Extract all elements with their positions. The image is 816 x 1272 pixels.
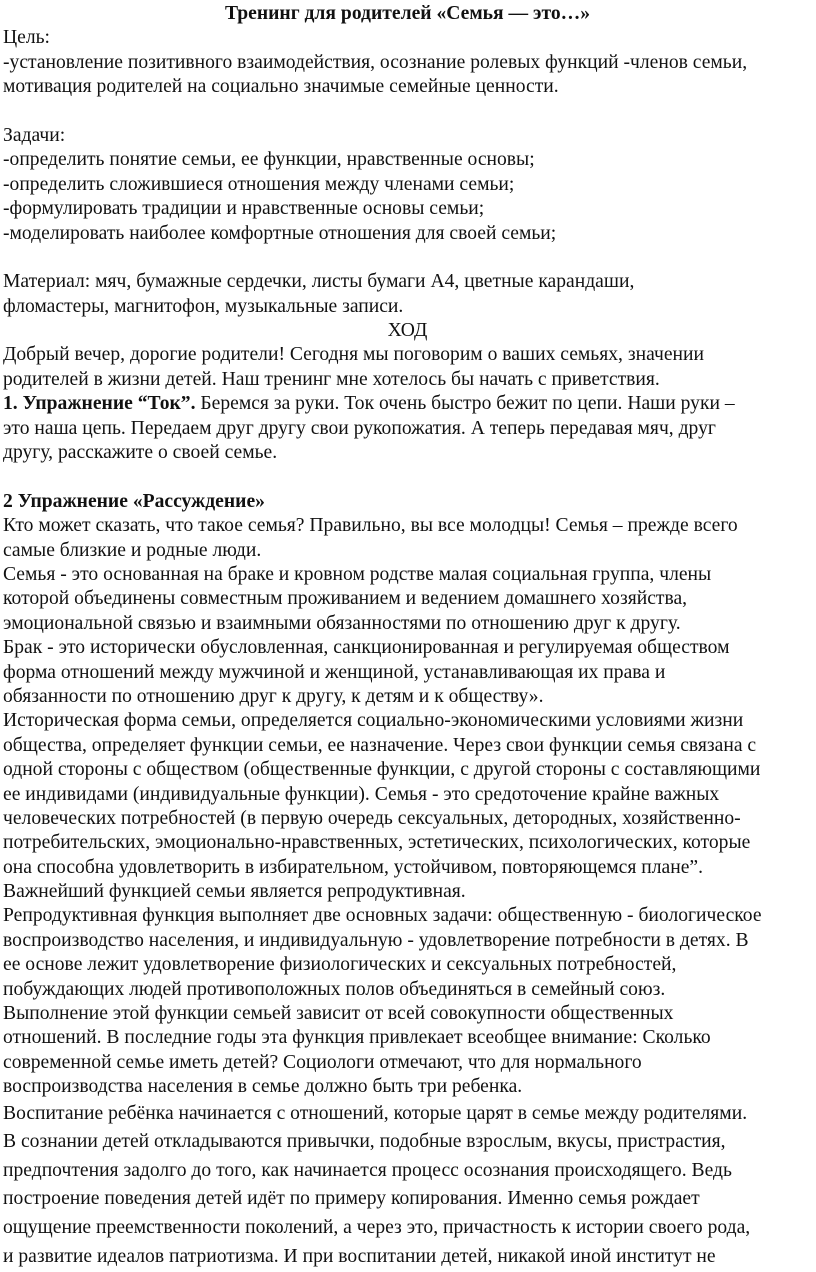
tasks-list xyxy=(3,148,812,246)
task-item: -определить сложившиеся отношения между членами семьи; xyxy=(3,173,515,195)
goal-line: -установление позитивного взаимодействия, осознание ролевых функций -членов семьи, xyxy=(3,51,748,73)
goal-line: мотивация родителей на социально значимые семейные ценности. xyxy=(3,76,559,98)
exercise2-line: побуждающих людей противоположных полов объединяться в семейный союз. xyxy=(3,978,666,1000)
document-title: Тренинг для родителей «Семья — это…» xyxy=(224,3,591,24)
task-item: -моделировать наиболее комфортные отношения для своей семьи; xyxy=(3,222,557,244)
upbringing-line: ощущение преемственности поколений, а через это, причастность к истории своего рода, xyxy=(3,1216,751,1238)
upbringing-line: Воспитание ребёнка начинается с отношений, которые царят в семье между родителями. xyxy=(3,1102,748,1124)
exercise1-line: другу, расскажите о своей семье. xyxy=(3,442,278,464)
task-item: -определить понятие семьи, ее функции, нравственные основы; xyxy=(3,149,535,171)
goal-heading: Цель: xyxy=(3,27,51,49)
exercise2-line: отношений. В последние годы эта функция привлекает всеобщее внимание: Сколько xyxy=(3,1027,711,1049)
goal-text xyxy=(3,51,812,100)
exercise2-line: Репродуктивная функция выполняет две основных задачи: общественную - биологическое xyxy=(3,905,762,927)
exercise2-line: она способна удовлетворить в избирательном, устойчивом, повторяющемся плане”. xyxy=(3,856,704,878)
exercise2-line: Семья - это основанная на браке и кровном родстве малая социальная группа, члены xyxy=(3,563,712,585)
upbringing-line: В сознании детей откладываются привычки, подобные взрослым, вкусы, пристрастия, xyxy=(3,1131,726,1153)
exercise2-line: ее основе лежит удовлетворение физиологических и сексуальных потребностей, xyxy=(3,954,677,976)
exercise2-line: Историческая форма семьи, определяется социально-экономическими условиями жизни xyxy=(3,710,744,732)
exercise2-body xyxy=(3,514,812,1099)
exercise2-line: ее индивидами (индивидуальные функции). Семья - это средоточение крайне важных xyxy=(3,783,720,805)
material-line: фломастеры, магнитофон, музыкальные записи. xyxy=(3,295,404,317)
exercise2-line: Брак - это исторически обусловленная, санкционированная и регулируемая обществом xyxy=(3,637,730,659)
upbringing-line: и развитие идеалов патриотизма. И при воспитании детей, никакой иной институт не xyxy=(3,1245,716,1267)
exercise2-line: воспроизводство населения, и индивидуальную - удовлетворение потребности в детях. В xyxy=(3,929,749,951)
intro-line: Добрый вечер, дорогие родители! Сегодня мы поговорим о ваших семьях, значении xyxy=(3,344,704,366)
exercise1-paragraph xyxy=(3,392,812,465)
exercise1-heading: 1. Упражнение “Ток”. xyxy=(3,393,196,415)
procedure-heading: ХОД xyxy=(387,320,428,342)
spacer xyxy=(3,246,812,270)
upbringing-line: построение поведения детей идёт по примеру копирования. Именно семья рождает xyxy=(3,1188,700,1210)
exercise2-line: эмоциональной связью и взаимными обязанностями по отношению друг к другу. xyxy=(3,612,681,634)
intro-line: родителей в жизни детей. Наш тренинг мне хотелось бы начать с приветствия. xyxy=(3,368,660,390)
exercise2-line: самые близкие и родные люди. xyxy=(3,539,262,561)
spacer xyxy=(3,465,812,489)
task-item: -формулировать традиции и нравственные основы семьи; xyxy=(3,198,485,220)
exercise2-line: обязанности по отношению друг к другу, к детям и к обществу». xyxy=(3,685,544,707)
exercise2-line: современной семье иметь детей? Социологи отмечают, что для нормального xyxy=(3,1051,642,1073)
intro-paragraph xyxy=(3,343,812,392)
exercise2-heading: 2 Упражнение «Рассуждение» xyxy=(3,490,265,512)
tasks-heading: Задачи: xyxy=(3,124,66,146)
upbringing-line: предпочтения задолго до того, как начинается процесс осознания происходящего. Ведь xyxy=(3,1159,732,1181)
upbringing-paragraph xyxy=(3,1100,812,1272)
exercise2-line: одной стороны с обществом (общественные функции, с другой стороны с составляющими xyxy=(3,759,761,781)
exercise2-line: воспроизводства населения в семье должно быть три ребенка. xyxy=(3,1076,523,1098)
spacer xyxy=(3,100,812,124)
material-paragraph xyxy=(3,270,812,319)
exercise2-line: которой объединены совместным проживанием и ведением домашнего хозяйства, xyxy=(3,588,688,610)
exercise1-line: это наша цепь. Передаем друг другу свои рукопожатия. А теперь передавая мяч, друг xyxy=(3,417,716,439)
exercise2-line: Кто может сказать, что такое семья? Правильно, вы все молодцы! Семья – прежде всего xyxy=(3,515,738,537)
exercise2-line: Важнейший функцией семьи является репродуктивная. xyxy=(3,881,466,903)
exercise1-text: Беремся за руки. Ток очень быстро бежит по цепи. Наши руки – xyxy=(195,393,735,415)
exercise2-line: форма отношений между мужчиной и женщиной, устанавливающая их права и xyxy=(3,661,666,683)
exercise2-line: общества, определяет функции семьи, ее назначение. Через свои функции семья связана с xyxy=(3,734,757,756)
exercise1-first-line xyxy=(3,392,812,416)
exercise2-line: Выполнение этой функции семьей зависит от всей совокупности общественных xyxy=(3,1003,674,1025)
material-line: Материал: мяч, бумажные сердечки, листы бумаги А4, цветные карандаши, xyxy=(3,271,635,293)
exercise2-line: потребительских, эмоционально-нравственных, эстетических, психологических, которые xyxy=(3,832,751,854)
exercise2-line: человеческих потребностей (в первую очередь сексуальных, детородных, хозяйственно- xyxy=(3,807,741,829)
